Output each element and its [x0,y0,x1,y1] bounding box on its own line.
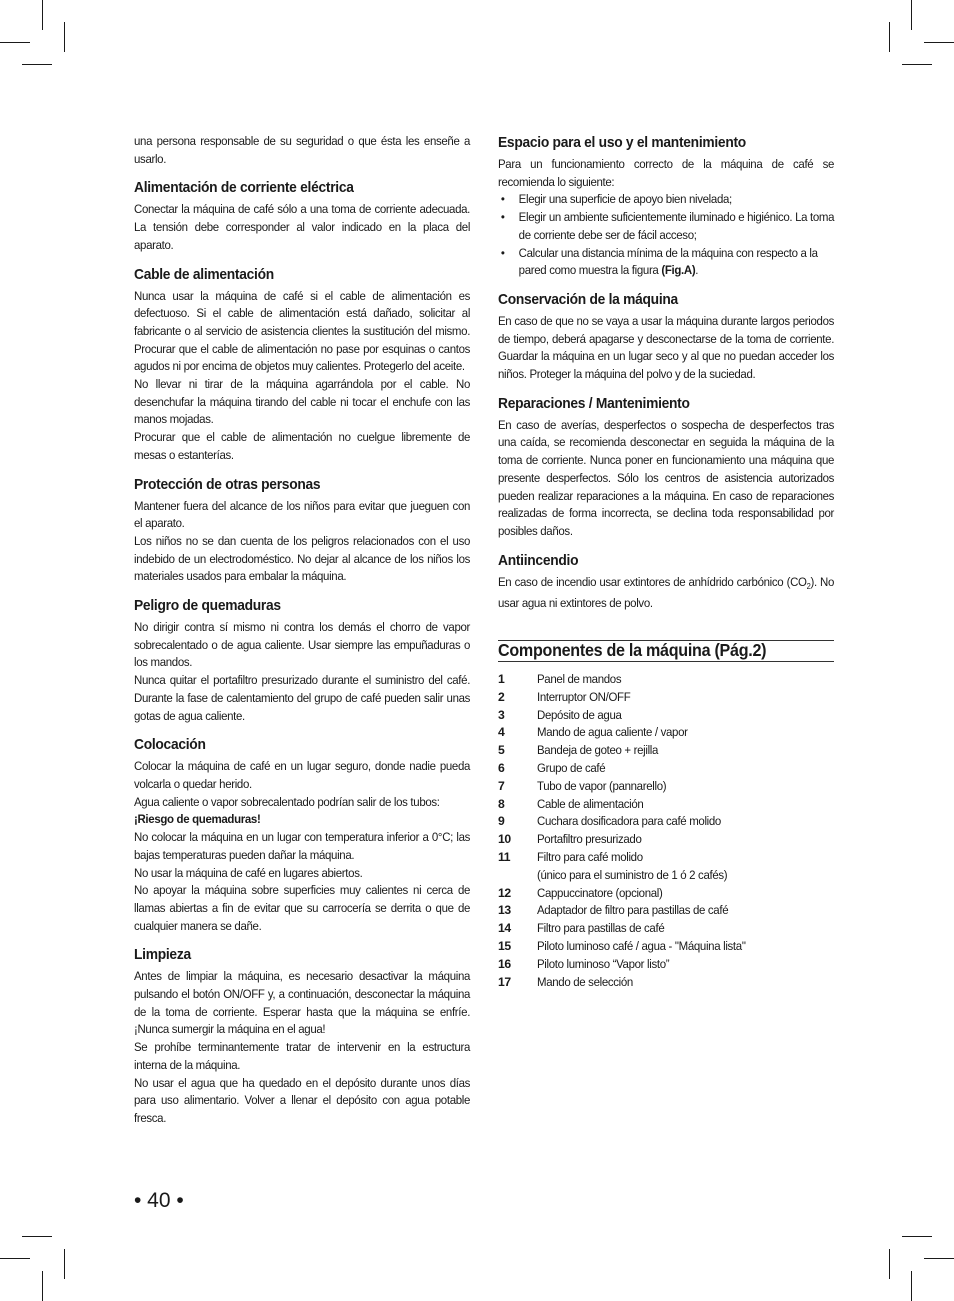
crop-mark [64,1249,65,1279]
section-title-storage: Conservación de la máquina [498,290,678,308]
co2-subscript: 2 [806,581,811,591]
component-cell [537,742,759,760]
crop-mark [911,1271,912,1301]
component-number: 9 [498,814,505,829]
component-cell [537,796,759,814]
component-cell [537,724,759,742]
component-label: Depósito de agua [537,707,622,722]
component-number: 13 [498,903,511,918]
section-text-fire [498,574,834,613]
component-number: 10 [498,832,511,847]
component-label: Interruptor ON/OFF [537,689,631,704]
section-text-burns-1: No dirigir contra sí mismo ni contra los demás el chorro de vapor sobrecalentado o de agua caliente. Usar siempre las empuñaduras o los mandos. [134,620,471,670]
section-title-space: Espacio para el uso y el mantenimiento [498,134,746,151]
list-item: • Elegir un ambiente suficientemente iluminado e higiénico. La toma de corriente debe ser de fácil acceso; [498,209,835,244]
crop-mark [22,1236,52,1237]
section-text-burns-2: Nunca quitar el portafiltro presurizado durante el suministro del café. Durante la fase de calentamiento del grupo de café pueden salir unas gotas de agua caliente. [134,673,471,723]
component-number: 16 [498,956,511,971]
section-text-placement-4: No usar la máquina de café en lugares abiertos. [134,865,363,880]
component-row [498,778,759,796]
figure-reference: (Fig.A) [661,263,696,278]
component-row [498,671,759,689]
component-row [498,974,759,992]
left-column [134,133,470,1128]
section-text-placement-1: Colocar la máquina de café en un lugar seguro, donde nadie pueda volcarla o quedar herido. [134,759,471,791]
intro-text: una persona responsable de su seguridad o que ésta les enseñe a usarlo. [134,134,471,166]
section-text-space: Para un funcionamiento correcto de la máquina de café se recomienda lo siguiente: [498,157,835,189]
component-number: 4 [498,725,505,740]
components-title-text: Componentes de la máquina (Pág.2) [498,640,767,661]
component-number: 14 [498,921,511,936]
component-row [498,938,759,956]
crop-mark [64,22,65,52]
component-cell [537,671,759,689]
component-label: Mando de agua caliente / vapor [537,725,688,740]
component-number: 7 [498,778,505,793]
component-cell [537,813,759,831]
component-cell [537,778,759,796]
fire-text-b: ). No usar agua ni extintores de polvo. [498,574,835,611]
component-cell [537,956,759,974]
crop-mark [924,42,954,43]
section-text-cleaning-3: No usar el agua que ha quedado en el depósito durante unos días para uso alimentario. Volver a llenar el depósito con agua potable fresca. [134,1075,471,1125]
space-bullet-list [498,191,834,280]
component-number: 11 [498,850,511,865]
component-label: Panel de mandos [537,672,622,687]
component-row [498,831,759,849]
component-row [498,742,759,760]
component-label: (único para el suministro de 1 ó 2 cafés) [537,867,728,882]
crop-mark [902,1236,932,1237]
list-item: • Elegir una superficie de apoyo bien nivelada; [498,191,835,209]
right-column [498,133,834,991]
component-label: Cappuccinatore (opcional) [537,885,663,900]
list-item [498,245,835,280]
section-text-power: Conectar la máquina de café sólo a una toma de corriente adecuada. La tensión debe corresponder al valor indicado en la placa del aparato. [134,202,471,252]
component-cell [537,920,759,938]
component-row [498,813,759,831]
component-cell [537,867,759,885]
component-row [498,760,759,778]
component-number: 17 [498,974,511,989]
section-text-placement-2: Agua caliente o vapor sobrecalentado podrían salir de los tubos: [134,794,440,809]
burn-warning: ¡Riesgo de quemaduras! [134,812,261,827]
component-row [498,920,759,938]
section-text-storage: En caso de que no se vaya a usar la máquina durante largos periodos de tiempo, deberá apagarse y desconectarse de la toma de corriente. Guardar la máquina en un lugar seco y al que no puedan acceder los niños. Proteger la máquina del polvo y de la suciedad. [498,313,835,382]
component-label: Mando de selección [537,974,633,989]
component-row [498,707,759,725]
section-text-placement-3: No colocar la máquina en un lugar con temperatura inferior a 0°C; las bajas temperaturas pueden dañar la máquina. [134,830,471,862]
section-title-cleaning: Limpieza [134,946,191,964]
crop-mark [902,64,932,65]
component-label: Portafiltro presurizado [537,832,642,847]
component-number: 5 [498,743,505,758]
component-cell [537,760,759,778]
component-cell [537,707,759,725]
components-title [498,640,834,662]
section-text-placement-5: No apoyar la máquina sobre superficies muy calientes ni cerca de llamas abiertas a fin de evitar que su carrocería se derrita o que de cualquier manera se dañe. [134,883,471,933]
component-number: 15 [498,939,511,954]
component-label: Filtro para pastillas de café [537,921,665,936]
component-number: 6 [498,761,505,776]
component-cell [537,938,759,956]
section-text-cable-1: Nunca usar la máquina de café si el cable de alimentación es defectuoso. Si el cable de alimentación está dañado, solicitar al fabricante o al servicio de asistencia clientes la sustitución del mismo. Procurar que el cable de alimentación no pase por esquinas o cantos agudos ni por encima de objetos muy calientes. Protegerlo del aceite. [134,288,471,374]
section-text-cleaning-2: Se prohíbe terminantemente tratar de intervenir en la estructura interna de la máquina. [134,1040,471,1072]
section-title-placement: Colocación [134,736,206,754]
component-label: Filtro para café molido [537,850,643,865]
section-text-cable-3: Procurar que el cable de alimentación no cuelgue libremente de mesas o estanterías. [134,430,471,462]
section-text-repairs: En caso de averías, desperfectos o sospecha de desperfectos tras una caída, se recomienda desconectar en seguida la máquina de la toma de corriente. Nunca poner en funcionamiento una máquina que presente desperfectos. Sólo los centros de asistencia autorizados pueden realizar reparaciones a la máquina. En caso de reparaciones realizadas de forma incorrecta, se declina toda responsabilidad por posibles daños. [498,417,835,538]
section-title-power: Alimentación de corriente eléctrica [134,179,354,197]
component-label: Bandeja de goteo + rejilla [537,743,659,758]
component-row [498,724,759,742]
component-cell [537,885,759,903]
section-title-fire: Antiincendio [498,551,579,569]
crop-mark [22,64,52,65]
component-cell [537,831,759,849]
crop-mark [911,0,912,30]
list-item-end: . [695,263,699,278]
component-row [498,885,759,903]
section-text-placement-warning [134,811,470,829]
section-text-protection-2: Los niños no se dan cuenta de los peligros relacionados con el uso indebido de un electrodoméstico. No dejar al alcance de los niños los materiales usados para embalar la máquina. [134,533,471,584]
component-row [498,956,759,974]
crop-mark [889,1249,890,1279]
list-item-text: Calcular una distancia mínima de la máquina con respecto a la pared como muestra la figura [518,245,818,278]
crop-mark [0,42,30,43]
section-title-burns: Peligro de quemaduras [134,597,281,615]
component-cell [537,689,759,707]
component-number: 8 [498,796,505,811]
section-text-cleaning-1: Antes de limpiar la máquina, es necesario desactivar la máquina pulsando el botón ON/OFF y, a continuación, desconectar la máquina de la toma de corriente. Esperar hasta que la máquina se enfríe. ¡Nunca sumergir la máquina en el agua! [134,969,471,1037]
fire-text-a: En caso de incendio usar extintores de anhídrido carbónico (CO [498,574,807,589]
crop-mark [924,1258,954,1259]
component-cell [537,849,759,867]
component-number: 3 [498,707,505,722]
crop-mark [889,22,890,52]
component-number: 1 [498,672,505,687]
component-label: Piloto luminoso café / agua - "Máquina lista" [537,939,746,954]
section-text-cable-2: No llevar ni tirar de la máquina agarrándola por el cable. No desenchufar la máquina tirando del cable ni tocar el enchufe con las manos mojadas. [134,377,471,427]
section-text-protection-1: Mantener fuera del alcance de los niños para evitar que jueguen con el aparato. [134,498,471,531]
section-title-repairs: Reparaciones / Mantenimiento [498,394,690,412]
component-label: Piloto luminoso “Vapor listo” [537,956,670,971]
section-title-cable: Cable de alimentación [134,265,274,283]
component-row [498,849,759,867]
component-label: Cable de alimentación [537,796,644,811]
component-number: 12 [498,885,511,900]
section-title-protection: Protección de otras personas [134,475,321,493]
component-number [498,867,537,885]
component-row [498,796,759,814]
crop-mark [0,1258,30,1259]
component-row [498,689,759,707]
component-label: Tubo de vapor (pannarello) [537,778,667,793]
component-label: Adaptador de filtro para pastillas de café [537,903,729,918]
component-cell [537,974,759,992]
page-number: • 40 • [134,1189,184,1212]
component-label: Grupo de café [537,761,606,776]
component-row [498,902,759,920]
components-list [498,671,759,991]
crop-mark [42,0,43,30]
component-cell [537,902,759,920]
component-label: Cuchara dosificadora para café molido [537,814,721,829]
component-row [498,867,759,885]
component-number: 2 [498,689,505,704]
crop-mark [42,1271,43,1301]
